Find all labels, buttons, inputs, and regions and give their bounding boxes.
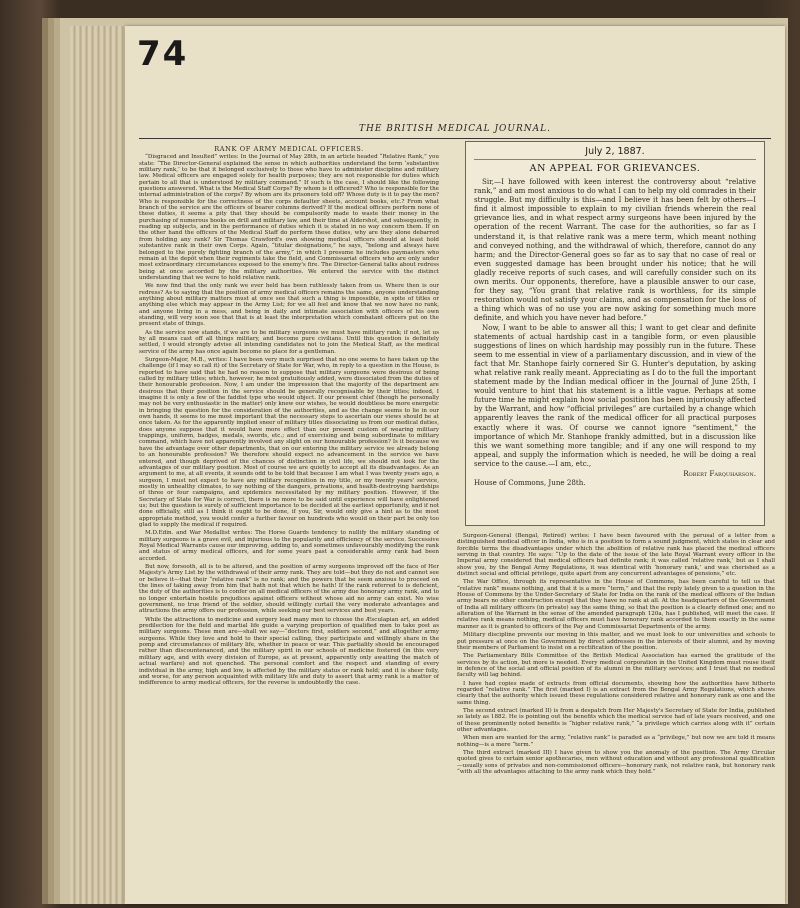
left-paragraph: Surgeon-Major, M.B., writes: I have been very much surprised that no one seems to have taken up the challenge (if I may so call it) of the Secretary of State for War, who, in reply to a question in the House, is reported to have said that he had no reason to suppose that military surgeons were desirous of being called by military titles; which, however, he most gratuitously added, were dissociated from the duties of their honourable profession. Now, I am under the impression that the majority of the department are desirous that their position in the service should be generally recognisable by their titles; indeed, I imagine it is only a few of the faddist type who would object. If our present chief (though he personally may not be very enthusiastic in the matter) only knew our wishes, he would doubtless be more energetic in bringing the question for the consideration of the authorities, and as the change seems to lie in our own hands, it seems to me most important that the necessary steps to ascertain our views should be at once taken. As for the apparently implied sneer of military titles dissociating us from our medical duties, does anyone suppose that it would have more effect than our present custom of wearing military trappings, uniform, badges, medals, swords, etc.; and of exercising and being subordinate to military command, which have not apparently involved any slight on our honourable profession? Is it because we have the advantage over other departments, that on our entering the military service we already belong to an honourable profession? We therefore should expect no advancement in the service we have entered, and though deprived of the chances of distinction in civil life, we should not look for the advantages of our military position. Most of course we are quietly to accept all its disadvantages. As an argument to me, at all events, it sounds odd to be told that because I am what I was twenty years ago, a surgeon, I must not expect to have any military recognition in my title, or my twenty years' service, mostly in unhealthy climates, to say nothing of the dangers, privations, and health-destroying hardships of three or four campaigns, and epidemics necessitated by my military position. However, if the Secretary of State for War is correct, there is no more to be said until experience will have enlightened us; but the question is surely of sufficient importance to be decided at the earliest opportunity, and if not done officially, still as I think it ought to be done, if you, Sir, would only give a hint as to the most appropriate method, you would confer a further favour on hundreds who would on their part be only too glad to supply the medical if required. — [139, 357, 439, 528]
inserted-letter-clipping — [465, 141, 765, 526]
left-paragraph: We now find that the only rank we ever held has been ruthlessly taken from us. Where then is our redress? As to saying that the position of army medical officers remains the same, anyone understanding anything about military matters must at once see that such a thing is impossible, in spite of titles or anything else which may appear in the Army List; for we all feel and know that we now have no rank, and anyone living in a mess, and being in daily and intimate association with officers of his own standing, will very soon see that that is at least the interpretation which combatant officers put on the present state of things. — [139, 283, 439, 328]
page-number: 74 — [137, 34, 189, 74]
right-paragraph: Military discipline prevents our moving in this matter, and we must look to our universities and schools to put pressure at once on the Government by direct addresses in the interests of their alumni, and by moving their members of Parliament to insist on a rectification of the position. — [457, 632, 775, 651]
letter-signoff: House of Commons, June 28th. — [474, 478, 586, 488]
letter-signature: Robert Farquharson. — [683, 469, 756, 478]
section-title-rank: RANK OF ARMY MEDICAL OFFICERS. — [214, 146, 364, 153]
journal-page — [125, 26, 785, 904]
right-paragraph: I have had copies made of extracts from official documents, showing how the authorities have hitherto regarded “relative rank.” The first (marked I) is an extract from the Bengal Army Regulations, which shows clearly that the authority which issued these regulations considered relative and honorary rank as one and the same thing. — [457, 680, 775, 706]
right-paragraph: The Parliamentary Bills Committee of the British Medical Association has earned the gratitude of the services by its action, but more is needed. Every medical corporation in the United Kingdom must rouse itself in defence of the social and official position of its alumni in the military services; and I trust that no medical faculty will lag behind. — [457, 653, 775, 679]
letter-paragraph: Sir,—I have followed with keen interest the controversy about “relative rank,” and am most anxious to do what I can to help my old comrades in their struggle. But my difficulty is this—and I believe it has been felt by others—I find it almost impossible to explain to my civilian friends wherein the real grievance lies, and in what respect army surgeons have been injured by the operation of the recent Warrant. The case for the authorities, so far as I understand it, is that relative rank was a mere term, which meant nothing and conveyed nothing, and the withdrawal of which, therefore, cannot do any harm; and the Director-General goes so far as to say that no case of real or even suggested damage has been brought under his notice; that he will gladly receive reports of such cases, and will carefully consider such on its own merits. Our opponents, therefore, have a plausible answer to our case, for they say, “You grant that relative rank is worthless, for its simple restoration would not satisfy your claims, and as compensation for the loss of a thing which was of no use you are now asking for something much more definite, and which you have never had before.” — [474, 177, 756, 323]
letter-body — [474, 177, 756, 487]
left-paragraph: But now, forsooth, all is to be altered, and the position of army surgeons improved off the face of Her Majesty's Army List by the withdrawal of their army rank. They are told—but they do not and cannot see or believe it—that their “relative rank” is no rank; and the powers that be seem anxious to proceed on the lines of taking away from him that hath not that which he hath! If the rank referred to is deficient, the duty of the authorities is to confer on all medical officers of the army due honorary army rank, and to no longer entertain hostile prejudices against officers without whose aid no army can exist. No wise government, no true friend of the soldier, should willingly curtail the very moderate advantages and attractions the army offers our profession, while seeking our best services and best years. — [139, 564, 439, 615]
left-paragraph: As the service now stands, if we are to be military surgeons we must have military rank; if not, let us by all means cast off all things military, and become pure civilians. Until this question is definitely settled, I would strongly advise all intending candidates not to join the Medical Staff, as the medical service of the army has once again become no place for a gentleman. — [139, 329, 439, 355]
left-column — [139, 146, 439, 896]
clipping-date: July 2, 1887. — [474, 146, 756, 160]
right-paragraph: The War Office, through its representative in the House of Commons, has been careful to tell us that “relative rank” means nothing, and that it is a mere “term,” and that the reply lately given to a question in the House of Commons by the Under-Secretary of State for India on the rank of the medical officers of the Indian army bears no other construction except that they have no rank at all. At the headquarters of the Government of India all military officers (in private) say the same thing, so that the position is a clearly defined one; and no alteration of the Warrant in the sense of the amended paragraph 120a, has I published, will meet the case. If relative rank means nothing, medical officers must have honorary rank accorded to them exactly in the same manner as it is granted to officers of the Pay and Commissariat Departments of the army. — [457, 579, 775, 630]
right-paragraph: The third extract (marked III) I have given to show you the anomaly of the position. The Army Circular quoted gives to certain senior apothecaries, men without education and without any professional qualification—usually sons of privates and non-commissioned officers—honorary rank, not relative rank, but honorary rank “with all the advantages attaching to the army rank which they hold.” — [457, 750, 775, 776]
right-column-lower-text — [457, 533, 775, 777]
running-head: THE BRITISH MEDICAL JOURNAL. — [359, 124, 551, 134]
bound-page-edges — [70, 26, 125, 904]
right-column — [457, 141, 775, 899]
left-paragraph: “Disgraced and Insulted” writes: In the Journal of May 28th, in an article headed “Relative Rank,” you state: “The Director-General explained the sense in which authorities understand the term ‘substantive military rank,’ to be that it belonged exclusively to those who have to administer discipline and military law. Medical officers are engaged solely for health purposes; they are not responsible for duties which pertain to all that is understood by military command.” If such is the case, I should like the following questions answered. What is the Medical Staff Corps? By whom is it officered? Who is responsible for the internal administration of the corps? By whom are its prisoners told off? Whose duty is it to pay the men? Who is responsible for the correctness of the corps defaulter sheets, account books, etc.? From what branch of the service are the officers of bearer columns derived? If the medical officers perform none of these duties, it seems a pity that they should be compulsorily made to waste their money in the purchasing of numerous books on drill and military law, and their time at Aldershot, and subsequently, in reading up subjects, and in the performance of duties which it is stated in no way concern them. If on the other hand the officers of the Medical Staff do perform these duties, why are they alone debarred from holding any rank? Sir Thomas Crawford's own showing medical officers should at least hold substantive rank in their own Corps. Again, “titular designations,” he says, “belong and always have belonged to the purely fighting branch of the army,” in which I presume he includes paymasters who remain at the depôt when their regiments take the field, and Commissariat officers who are only under most extraordinary circumstances exposed to the enemy's fire. The Director-General talks about redress being at once accorded by the military authorities. We entered the service with the distinct understanding that we were to hold relative rank. — [139, 154, 439, 281]
header-rule — [139, 138, 771, 139]
right-paragraph: The second extract (marked II) is from a despatch from Her Majesty's Secretary of State for India, published so lately as 1882. He is pointing out the benefits which the medical service had of late years received, and one of these prominently noted benefits is “higher relative rank,” “a privilege which carries along with it” certain other advantages. — [457, 707, 775, 733]
left-paragraph: M.D.Edin. and War Medallist writes: The Horse Guards tendency to nullify the military standing of military surgeons is a grave evil, and injurious to the popularity and efficiency of the service. Successive Royal Medical Warrants cause our improving, adding to, and sometimes unfavourably modifying the rank and status of army medical officers, and for some years past a considerable army rank had been accorded. — [139, 530, 439, 562]
right-paragraph: Surgeon-General (Bengal, Retired) writes: I have been favoured with the perusal of a letter from a distinguished medical officer in India, who is in a position to form a sound judgment, which states in clear and forcible terms the disadvantages under which the abolition of relative rank has placed the medical officers serving in that country. He says: “Up to the date of the issue of the late Royal Warrant every officer in the Imperial army considered that medical officers had definite rank; it was called ‘relative rank,’ but as I shall show you, by the Bengal Army Regulations, it was identical with ‘honorary rank,’ and was cherished as a distinct social and official privilege, quite apart from any concurrent advantages of pensions,” etc. — [457, 533, 775, 578]
left-paragraph: While the attractions to medicine and surgery lead many men to choose the Æsculapian art, an added predilection for the field and martial life guide a varying proportion of qualified men to take post as military surgeons. These men are—shall we say—“doctors first, soldiers second,” and altogether army surgeons. While they love and hold to their special calling, they participate and willingly share in the pomp and circumstances of military life, whether in peace or war. This partiality should be encouraged rather than discountenanced, and the military spirit in our schools of medicine fostered (in this very military age, and with every division of Europe, as at present, apparently only awaiting the match of actual warfare) and not quenched. The personal comfort and the respect and standing of every individual in the army, high and low, is affected by the military status or rank held; and it is sheer folly, and worse, for any person acquainted with military life and duty to assert that army rank is a matter of indifference to army medical officers, for the reverse is undoubtedly the case. — [139, 616, 439, 687]
letter-paragraph: Now, I want to be able to answer all this; I want to get clear and definite statements of actual hardship cast in a tangible form, or even plausible suggestions of lines on which hardship may possibly run in the future. These seem to me essential in view of a parliamentary discussion, and in view of the fact that Mr. Stanhope fairly cornered Sir G. Hunter's deputation, by asking what relative rank really meant. Appreciating as I do to the full the important statement made by the Indian medical officer in the Journal of June 25th, I would venture to hint that his statement is a little vague. Perhaps at some future time he might explain how social position has been injuriously affected by the Warrant, and how “official privileges” are curtailed by a change which apparently leaves the rank of the medical officer for all practical purposes exactly where it was. Of course we cannot ignore “sentiment,” the importance of which Mr. Stanhope frankly admitted, but in a discussion like this we want something more tangible; and if any one will respond to my appeal, and supply the information which is needed, he will be doing a real service to the cause.—I am, etc., — [474, 322, 756, 468]
letter-title: AN APPEAL FOR GRIEVANCES. — [529, 163, 701, 174]
right-paragraph: When men are wanted for the army, “relative rank” is paraded as a “privilege,” but now we are told it means nothing—is a mere “term.” — [457, 735, 775, 748]
